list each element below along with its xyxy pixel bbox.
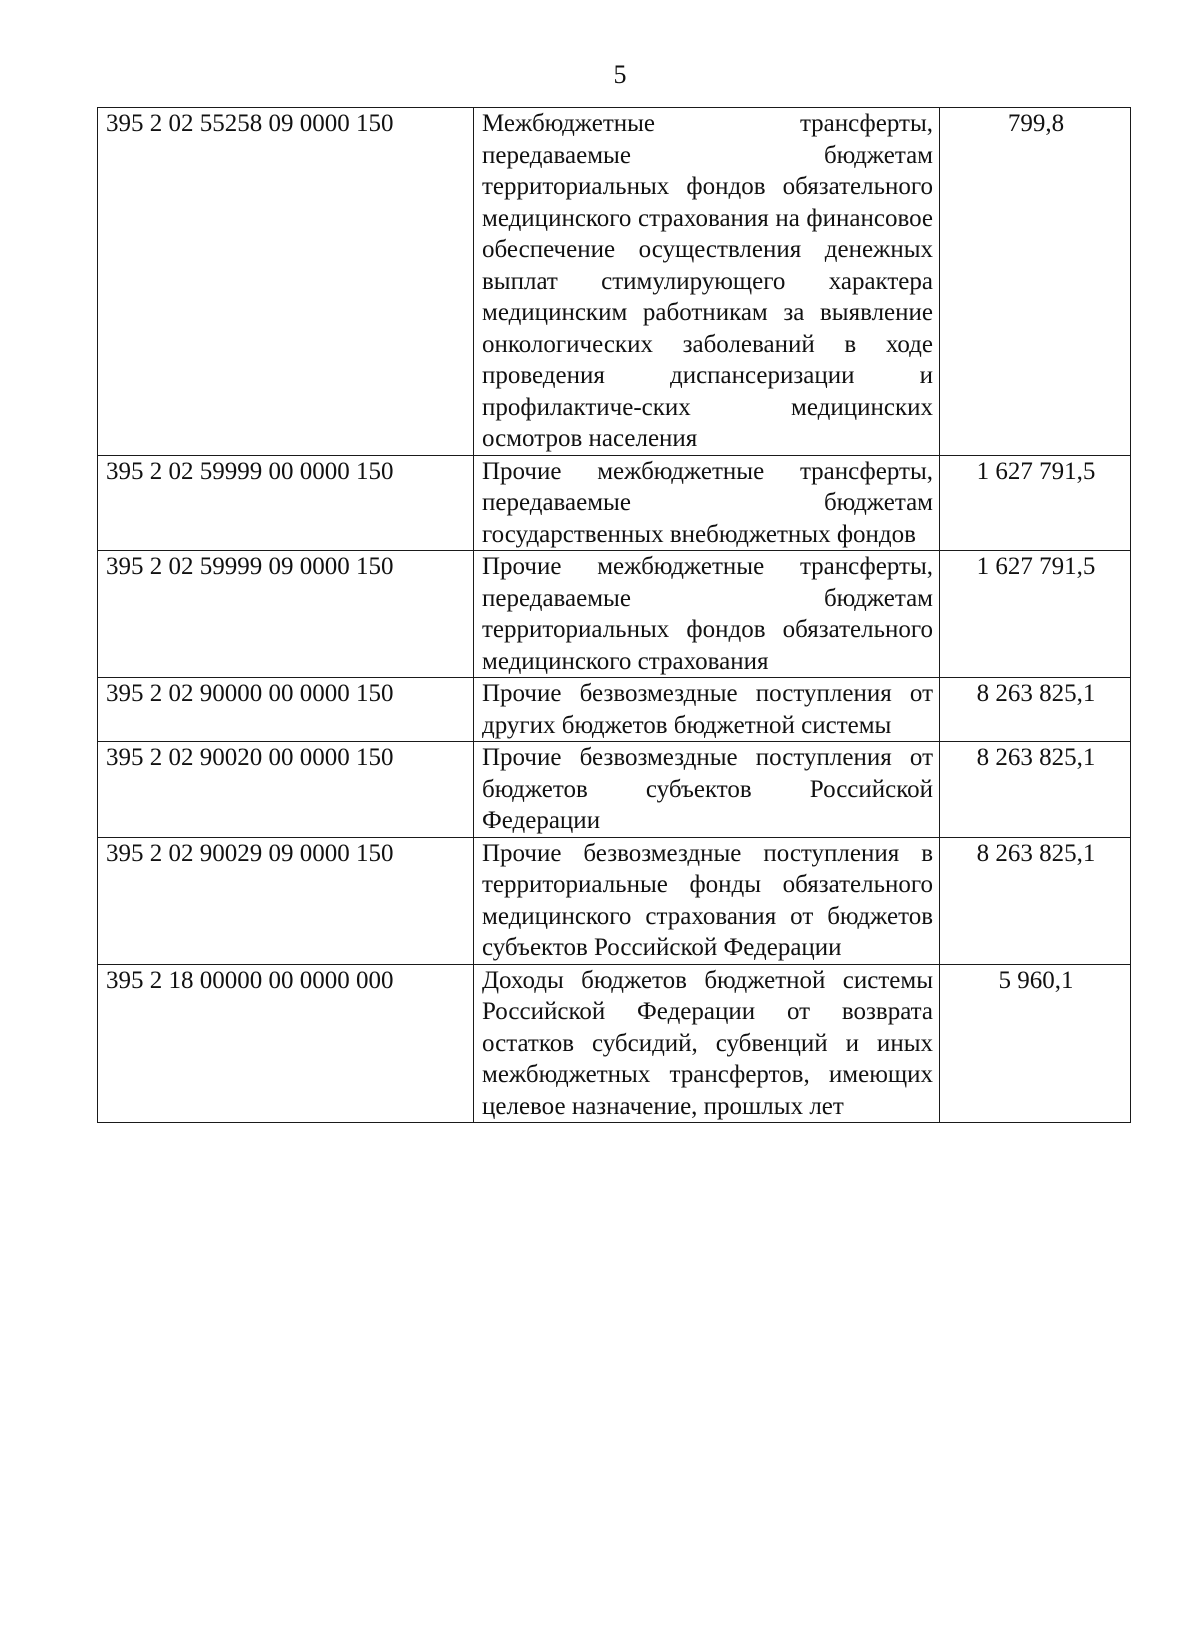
budget-code-cell: 395 2 02 90000 00 0000 150 bbox=[98, 678, 474, 742]
table-row bbox=[98, 108, 1131, 456]
income-name-cell: Прочие безвозмездные поступления от бюджетов субъектов Российской Федерации bbox=[474, 742, 940, 838]
income-name-cell: Прочие межбюджетные трансферты, передаваемые бюджетам территориальных фондов обязательного медицинского страхования bbox=[474, 551, 940, 678]
amount-cell: 799,8 bbox=[940, 108, 1131, 456]
budget-revenue-table bbox=[97, 107, 1131, 1123]
amount-cell: 8 263 825,1 bbox=[940, 742, 1131, 838]
table-row bbox=[98, 964, 1131, 1123]
amount-cell: 1 627 791,5 bbox=[940, 551, 1131, 678]
amount-cell: 1 627 791,5 bbox=[940, 455, 1131, 551]
table-row bbox=[98, 455, 1131, 551]
table-row bbox=[98, 678, 1131, 742]
income-name-cell: Прочие безвозмездные поступления в территориальные фонды обязательного медицинского страхования от бюджетов субъектов Российской Федерации bbox=[474, 837, 940, 964]
budget-code-cell: 395 2 18 00000 00 0000 000 bbox=[98, 964, 474, 1123]
budget-code-cell: 395 2 02 55258 09 0000 150 bbox=[98, 108, 474, 456]
table-row bbox=[98, 551, 1131, 678]
income-name-cell: Межбюджетные трансферты, передаваемые бюджетам территориальных фондов обязательного медицинского страхования на финансовое обеспечение осуществления денежных выплат стимулирующего характера медицинским работникам за выявление онкологических заболеваний в ходе проведения диспансеризации и профилактиче-ских медицинских осмотров населения bbox=[474, 108, 940, 456]
amount-cell: 8 263 825,1 bbox=[940, 837, 1131, 964]
amount-cell: 5 960,1 bbox=[940, 964, 1131, 1123]
page-number: 5 bbox=[613, 60, 627, 89]
table-row bbox=[98, 742, 1131, 838]
budget-code-cell: 395 2 02 90029 09 0000 150 bbox=[98, 837, 474, 964]
budget-code-cell: 395 2 02 59999 09 0000 150 bbox=[98, 551, 474, 678]
budget-code-cell: 395 2 02 59999 00 0000 150 bbox=[98, 455, 474, 551]
budget-code-cell: 395 2 02 90020 00 0000 150 bbox=[98, 742, 474, 838]
table-row bbox=[98, 837, 1131, 964]
income-name-cell: Доходы бюджетов бюджетной системы Российской Федерации от возврата остатков субсидий, субвенций и иных межбюджетных трансфертов, имеющих целевое назначение, прошлых лет bbox=[474, 964, 940, 1123]
income-name-cell: Прочие безвозмездные поступления от других бюджетов бюджетной системы bbox=[474, 678, 940, 742]
income-name-cell: Прочие межбюджетные трансферты, передаваемые бюджетам государственных внебюджетных фондов bbox=[474, 455, 940, 551]
amount-cell: 8 263 825,1 bbox=[940, 678, 1131, 742]
